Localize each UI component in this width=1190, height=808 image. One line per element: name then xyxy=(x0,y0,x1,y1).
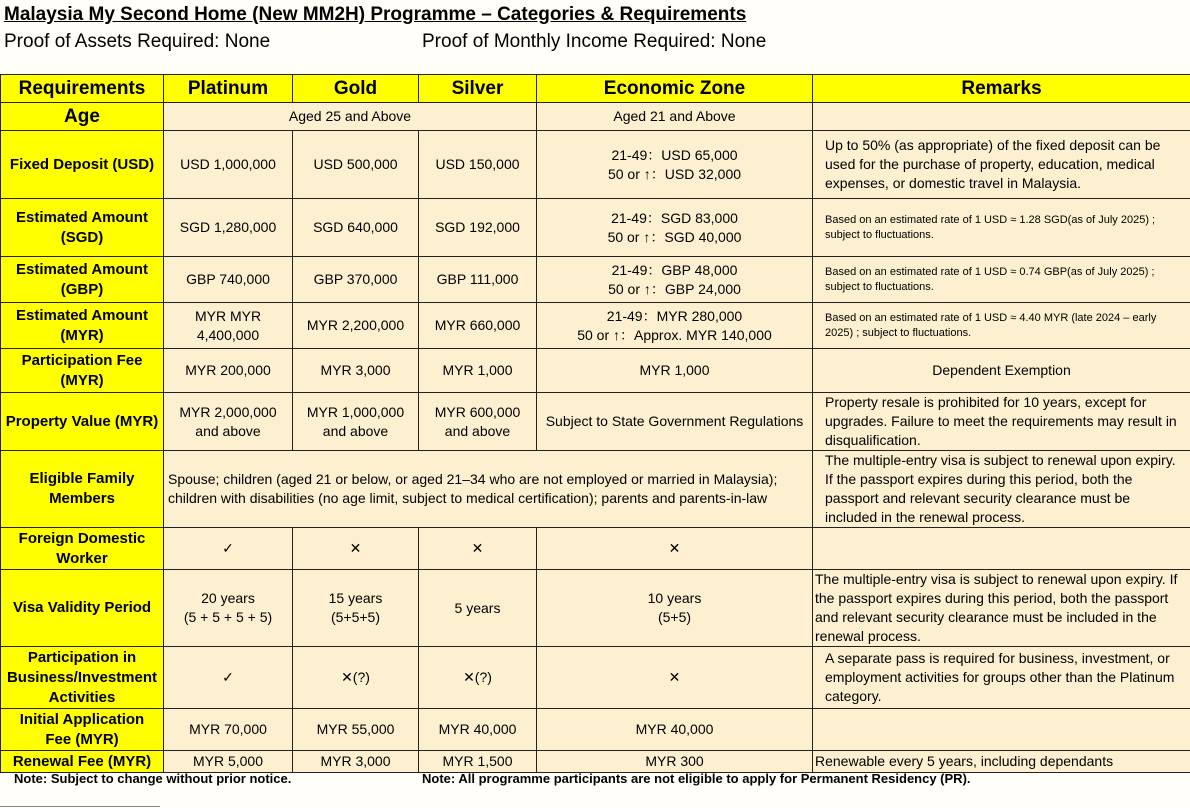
header-row xyxy=(1,75,1190,103)
cross-icon: ✕ xyxy=(419,528,537,570)
cell-ez xyxy=(537,570,813,647)
cell-platinum xyxy=(164,570,293,647)
proof-of-income-text: Proof of Monthly Income Required: None xyxy=(422,31,767,52)
ez-line-1: 21-49：MYR 280,000 xyxy=(606,307,743,324)
cell-gold: SGD 640,000 xyxy=(293,199,419,257)
cell-silver: 5 years xyxy=(419,570,537,647)
cell-family-members: Spouse; children (aged 21 or below, or aged 21–34 who are not employed or married in Malaysia); children with disabilities (no age limit, subject to medical certification); parents and parents-in-law xyxy=(164,451,813,528)
cell-remark xyxy=(813,528,1190,570)
cell-silver: MYR 1,500 xyxy=(419,751,537,773)
row-label: Eligible Family Members xyxy=(1,451,164,528)
cell-silver: MYR 600,000 and above xyxy=(419,393,537,451)
row-label: Initial Application Fee (MYR) xyxy=(1,709,164,751)
cell-remark: The multiple-entry visa is subject to renewal upon expiry. If the passport expires during this period, both the passport and relevant security clearance must be included in the renewal process. xyxy=(813,451,1190,528)
visa-breakdown: (5+5) xyxy=(657,609,692,625)
cell-remark: Based on an estimated rate of 1 USD ≈ 4.40 MYR (late 2024 – early 2025) ; subject to fluctuations. xyxy=(813,303,1190,349)
table-row xyxy=(1,528,1190,570)
header-economic-zone: Economic Zone xyxy=(537,75,813,103)
cell-ez xyxy=(537,199,813,257)
header-gold: Gold xyxy=(293,75,419,103)
cell-remark: Based on an estimated rate of 1 USD ≈ 0.74 GBP(as of July 2025) ; subject to fluctuations. xyxy=(813,257,1190,303)
cell-remark: Up to 50% (as appropriate) of the fixed deposit can be used for the purchase of property, education, medical expenses, or domestic travel in Malaysia. xyxy=(813,131,1190,199)
row-label: Fixed Deposit (USD) xyxy=(1,131,164,199)
cell-platinum: GBP 740,000 xyxy=(164,257,293,303)
age-remark xyxy=(813,103,1190,131)
table-row xyxy=(1,393,1190,451)
table-row xyxy=(1,451,1190,528)
header-platinum: Platinum xyxy=(164,75,293,103)
cross-icon: ✕ xyxy=(537,528,813,570)
cell-silver: MYR 660,000 xyxy=(419,303,537,349)
cell-platinum: MYR 200,000 xyxy=(164,349,293,393)
table-row xyxy=(1,647,1190,709)
check-icon: ✓ xyxy=(164,528,293,570)
cell-ez: MYR 40,000 xyxy=(537,709,813,751)
cell-silver: GBP 111,000 xyxy=(419,257,537,303)
ez-line-1: 21-49：SGD 83,000 xyxy=(611,209,738,226)
row-label: Estimated Amount (MYR) xyxy=(1,303,164,349)
table-row xyxy=(1,199,1190,257)
row-label: Participation Fee (MYR) xyxy=(1,349,164,393)
cell-remark: Based on an estimated rate of 1 USD ≈ 1.28 SGD(as of July 2025) ; subject to fluctuations. xyxy=(813,199,1190,257)
table-row xyxy=(1,570,1190,647)
cell-gold: USD 500,000 xyxy=(293,131,419,199)
cell-ez: MYR 300 xyxy=(537,751,813,773)
row-label: Foreign Domestic Worker xyxy=(1,528,164,570)
cross-icon: ✕ xyxy=(293,528,419,570)
visa-years: 20 years xyxy=(201,590,255,606)
table-row xyxy=(1,131,1190,199)
age-pgs: Aged 25 and Above xyxy=(164,103,537,131)
note-pr-ineligible: Note: All programme participants are not eligible to apply for Permanent Residency (PR). xyxy=(422,771,971,786)
ez-line-2: 50 or ↑：GBP 24,000 xyxy=(608,280,741,297)
cell-silver: MYR 1,000 xyxy=(419,349,537,393)
table-row xyxy=(1,303,1190,349)
visa-breakdown: (5+5+5) xyxy=(330,609,381,625)
cell-ez: Subject to State Government Regulations xyxy=(537,393,813,451)
cell-ez xyxy=(537,131,813,199)
cell-remark xyxy=(813,709,1190,751)
age-ez: Aged 21 and Above xyxy=(537,103,813,131)
cell-platinum: MYR 70,000 xyxy=(164,709,293,751)
cell-ez xyxy=(537,257,813,303)
cross-icon: ✕(?) xyxy=(419,647,537,709)
row-label: Age xyxy=(1,103,164,131)
cell-platinum: MYR MYR 4,400,000 xyxy=(164,303,293,349)
cross-icon: ✕ xyxy=(537,647,813,709)
cell-platinum: USD 1,000,000 xyxy=(164,131,293,199)
cell-silver: USD 150,000 xyxy=(419,131,537,199)
visa-years: 15 years xyxy=(328,590,383,606)
cross-icon: ✕(?) xyxy=(293,647,419,709)
row-label: Estimated Amount (GBP) xyxy=(1,257,164,303)
cell-silver: SGD 192,000 xyxy=(419,199,537,257)
row-label: Participation in Business/Investment Activities xyxy=(1,647,164,709)
cell-gold: MYR 55,000 xyxy=(293,709,419,751)
ez-line-2: 50 or ↑：USD 32,000 xyxy=(607,165,742,182)
row-label: Visa Validity Period xyxy=(1,570,164,647)
check-icon: ✓ xyxy=(164,647,293,709)
cell-gold: MYR 1,000,000 and above xyxy=(293,393,419,451)
cell-gold: MYR 3,000 xyxy=(293,349,419,393)
table-row xyxy=(1,709,1190,751)
visa-years: 10 years xyxy=(647,590,702,606)
note-subject-to-change: Note: Subject to change without prior notice. xyxy=(14,771,292,786)
cell-silver: MYR 40,000 xyxy=(419,709,537,751)
cell-remark: Property resale is prohibited for 10 years, except for upgrades. Failure to meet the requirements may result in disqualification. xyxy=(813,393,1190,451)
cell-platinum: MYR 5,000 xyxy=(164,751,293,773)
table-row xyxy=(1,751,1190,773)
header-requirements: Requirements xyxy=(1,75,164,103)
page-title: Malaysia My Second Home (New MM2H) Programme – Categories & Requirements xyxy=(4,4,747,25)
row-label: Estimated Amount (SGD) xyxy=(1,199,164,257)
cell-gold xyxy=(293,570,419,647)
proof-of-assets-text: Proof of Assets Required: None xyxy=(4,31,271,52)
visa-breakdown: (5 + 5 + 5 + 5) xyxy=(183,609,273,625)
cell-platinum: SGD 1,280,000 xyxy=(164,199,293,257)
row-label: Property Value (MYR) xyxy=(1,393,164,451)
cell-remark: Dependent Exemption xyxy=(813,349,1190,393)
ez-line-2: 50 or ↑：Approx. MYR 140,000 xyxy=(577,326,772,343)
cell-gold: MYR 2,200,000 xyxy=(293,303,419,349)
ez-line-2: 50 or ↑：SGD 40,000 xyxy=(607,228,742,245)
table-row xyxy=(1,349,1190,393)
ez-line-1: 21-49：USD 65,000 xyxy=(611,146,738,163)
cell-remark: The multiple-entry visa is subject to renewal upon expiry. If the passport expires during this period, both the passport and relevant security clearance must be included in the renewal process. xyxy=(813,570,1190,647)
cell-ez xyxy=(537,303,813,349)
requirements-table xyxy=(0,74,1190,773)
cell-ez: MYR 1,000 xyxy=(537,349,813,393)
header-silver: Silver xyxy=(419,75,537,103)
table-row xyxy=(1,103,1190,131)
cell-platinum: MYR 2,000,000 and above xyxy=(164,393,293,451)
table-row xyxy=(1,257,1190,303)
cell-remark: Renewable every 5 years, including dependants xyxy=(813,751,1190,773)
cell-remark: A separate pass is required for business, investment, or employment activities for groups other than the Platinum category. xyxy=(813,647,1190,709)
cell-gold: MYR 3,000 xyxy=(293,751,419,773)
cell-gold: GBP 370,000 xyxy=(293,257,419,303)
row-label: Renewal Fee (MYR) xyxy=(1,751,164,773)
ez-line-1: 21-49：GBP 48,000 xyxy=(611,261,738,278)
divider xyxy=(0,806,160,807)
header-remarks: Remarks xyxy=(813,75,1190,103)
